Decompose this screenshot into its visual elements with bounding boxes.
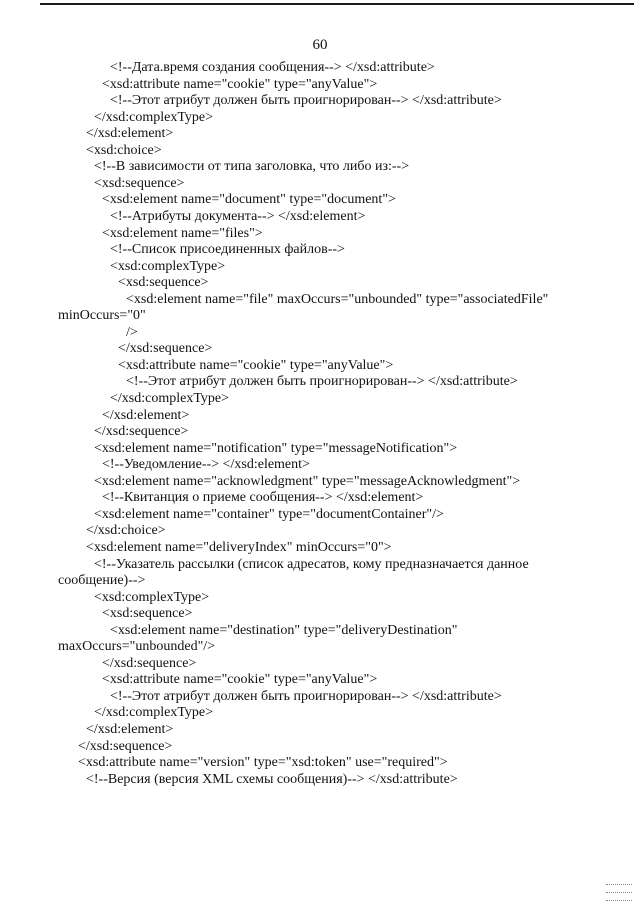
code-line: <xsd:complexType> [110, 259, 226, 274]
code-line: <!--Уведомление--> </xsd:element> [102, 457, 310, 472]
scan-edge-mark [606, 884, 632, 885]
code-line: <!--Дата.время создания сообщения--> </xsd:attribute> [110, 60, 435, 75]
code-line: <xsd:attribute name="cookie" type="anyValue"> [102, 77, 378, 92]
code-line: <!--Указатель рассылки (список адресатов, кому предназначается данное [94, 557, 529, 572]
code-line: <!--Список присоединенных файлов--> [110, 242, 345, 257]
code-line: <xsd:element name="document" type="document"> [102, 192, 396, 207]
code-line: <xsd:element name="deliveryIndex" minOccurs="0"> [86, 540, 392, 555]
scan-edge-mark [606, 900, 632, 901]
code-line: <!--Атрибуты документа--> </xsd:element> [110, 209, 366, 224]
code-line: <!--Квитанция о приеме сообщения--> </xsd:element> [102, 490, 424, 505]
code-line: <!--Версия (версия XML схемы сообщения)--> </xsd:attribute> [86, 772, 458, 787]
code-line: <xsd:element name="file" maxOccurs="unbounded" type="associatedFile" [126, 292, 549, 307]
code-line: </xsd:sequence> [118, 341, 213, 356]
code-line: <xsd:element name="files"> [102, 226, 263, 241]
code-line: </xsd:element> [86, 126, 174, 141]
code-line: </xsd:complexType> [94, 705, 214, 720]
code-line: </xsd:sequence> [102, 656, 197, 671]
code-line: </xsd:complexType> [110, 391, 230, 406]
code-line: <xsd:attribute name="cookie" type="anyValue"> [118, 358, 394, 373]
code-line: </xsd:sequence> [78, 739, 173, 754]
code-line: <!--Этот атрибут должен быть проигнорирован--> </xsd:attribute> [110, 93, 502, 108]
code-line: </xsd:choice> [86, 523, 166, 538]
code-line: <xsd:complexType> [94, 590, 210, 605]
code-line: <xsd:sequence> [94, 176, 185, 191]
page-number: 60 [312, 37, 328, 53]
code-line: <xsd:attribute name="cookie" type="anyValue"> [102, 672, 378, 687]
code-line: <!--В зависимости от типа заголовка, что либо из:--> [94, 159, 410, 174]
code-line: </xsd:sequence> [94, 424, 189, 439]
code-line: </xsd:element> [86, 722, 174, 737]
code-line: <xsd:attribute name="version" type="xsd:token" use="required"> [78, 755, 448, 770]
code-line: /> [126, 325, 138, 340]
code-line: </xsd:complexType> [94, 110, 214, 125]
scan-edge-mark [606, 892, 632, 893]
code-line: minOccurs="0" [58, 308, 146, 323]
code-line: </xsd:element> [102, 408, 190, 423]
code-line: maxOccurs="unbounded"/> [58, 639, 216, 654]
code-line: сообщение)--> [58, 573, 146, 588]
code-line: <xsd:element name="container" type="documentContainer"/> [94, 507, 444, 522]
code-line: <!--Этот атрибут должен быть проигнорирован--> </xsd:attribute> [126, 374, 518, 389]
code-line: <xsd:element name="notification" type="messageNotification"> [94, 441, 458, 456]
code-line: <xsd:element name="acknowledgment" type="messageAcknowledgment"> [94, 474, 521, 489]
top-border-line [40, 3, 634, 5]
code-line: <xsd:element name="destination" type="deliveryDestination" [110, 623, 458, 638]
code-line: <!--Этот атрибут должен быть проигнорирован--> </xsd:attribute> [110, 689, 502, 704]
code-line: <xsd:choice> [86, 143, 162, 158]
code-line: <xsd:sequence> [118, 275, 209, 290]
code-line: <xsd:sequence> [102, 606, 193, 621]
